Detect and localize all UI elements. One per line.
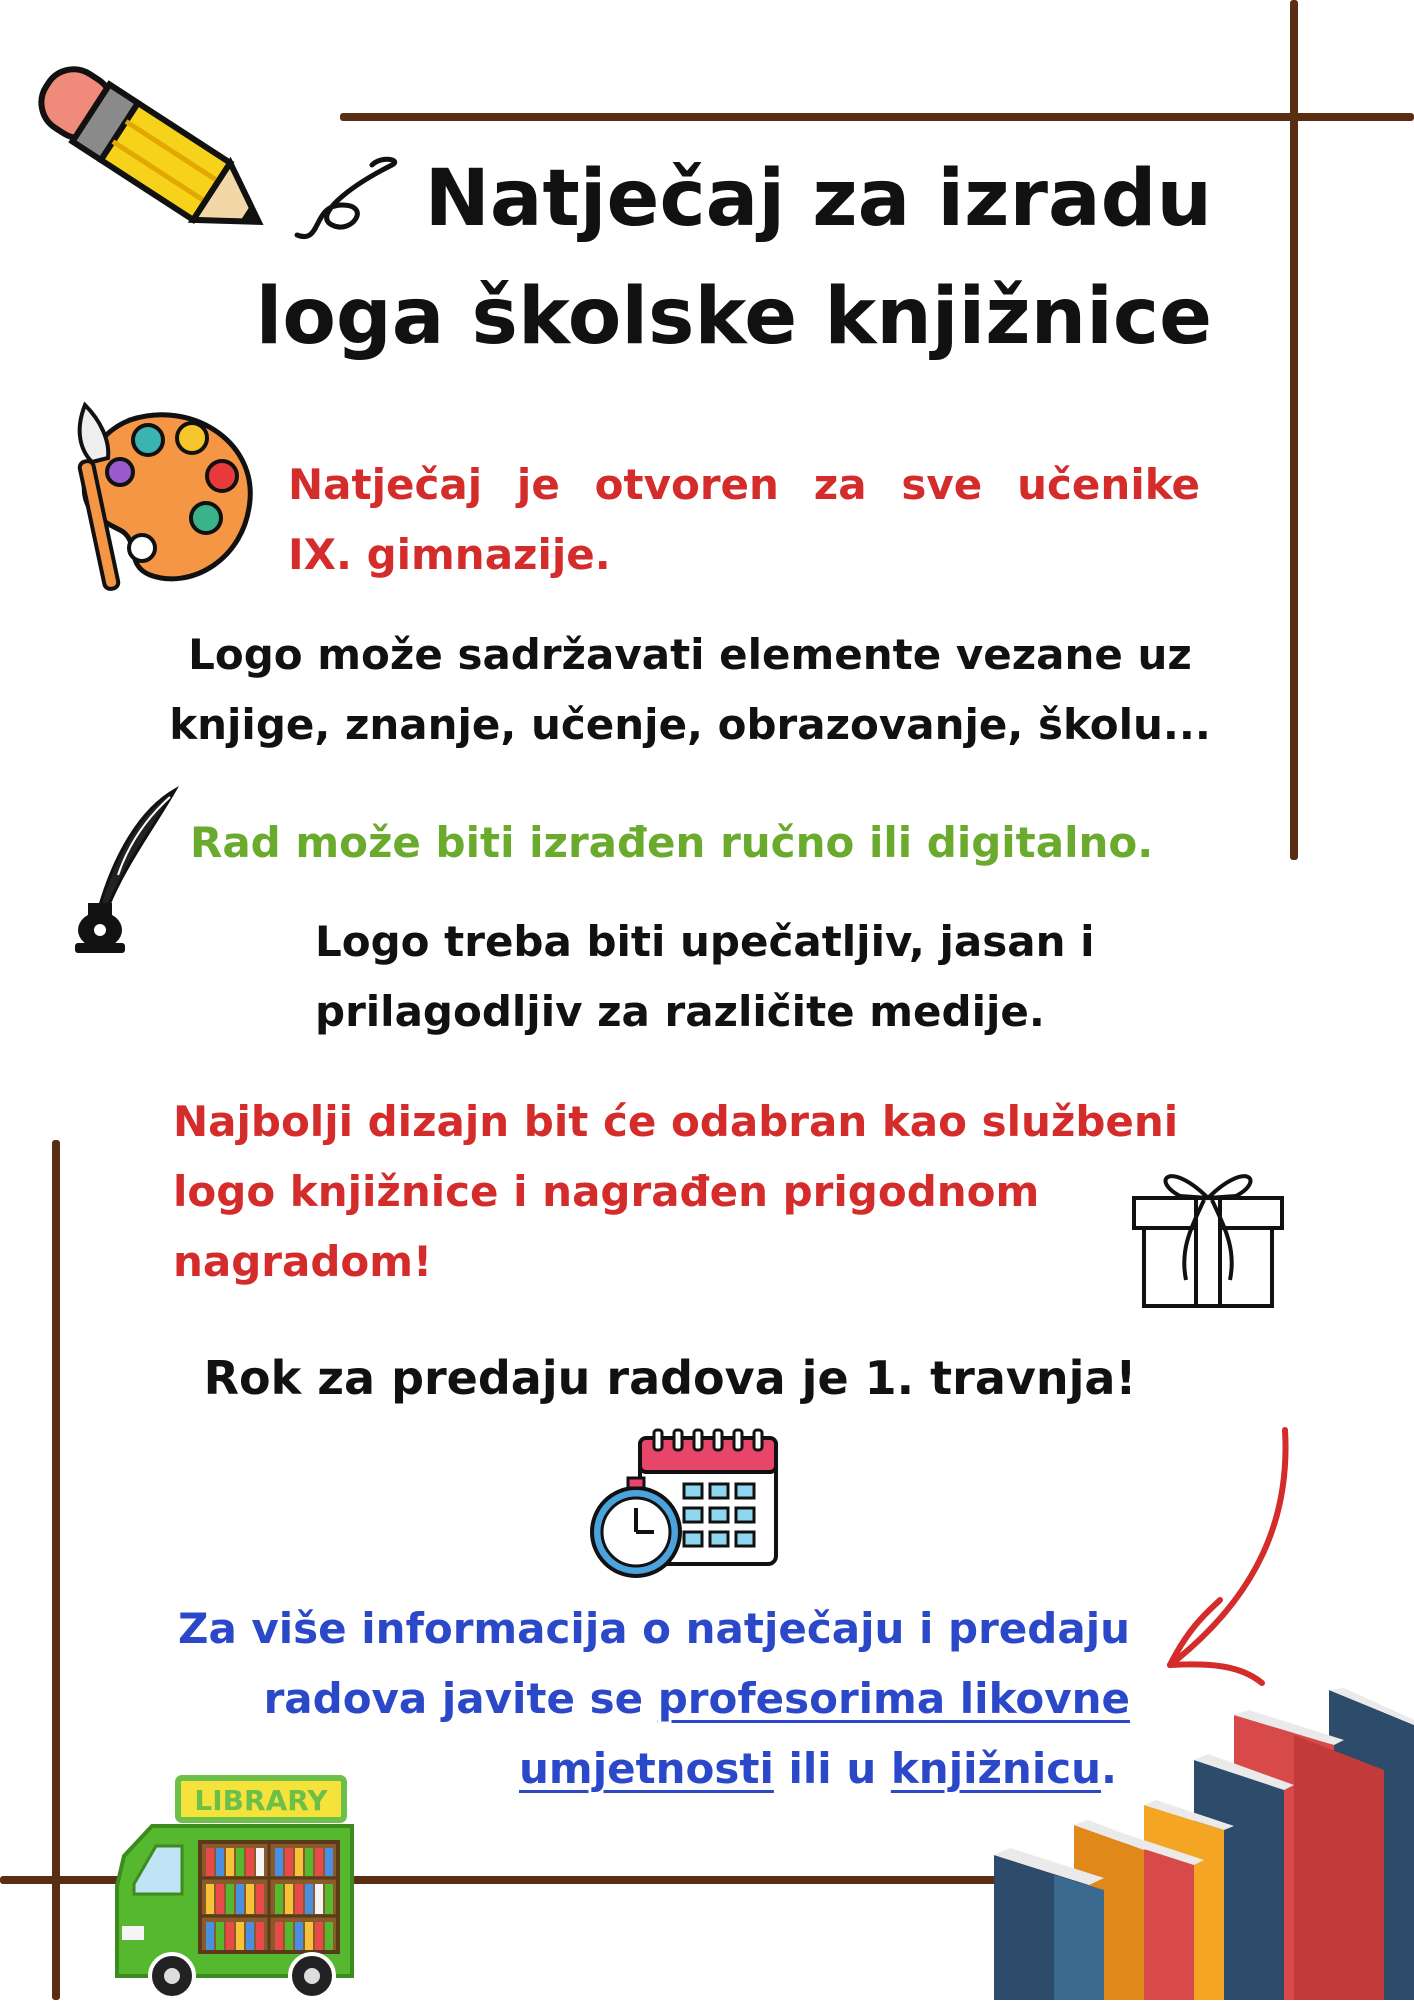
library-sign: LIBRARY xyxy=(194,1784,328,1817)
red-arrow-icon xyxy=(1150,1425,1300,1695)
deadline-text: Rok za predaju radova je 1. travnja! xyxy=(203,1351,1137,1405)
frame-line-top xyxy=(340,113,1414,121)
title-line-2: loga školske knjižnice xyxy=(255,272,1212,362)
elements-line-1: Logo može sadržavati elemente vezane uz xyxy=(188,630,1192,679)
prize-text xyxy=(173,1087,1178,1297)
technique-text: Rad može biti izrađen ručno ili digitalno. xyxy=(190,818,1154,867)
prize-line-3: nagradom! xyxy=(173,1237,433,1286)
contact-line-2 xyxy=(0,1664,1130,1734)
intro-line-2: IX. gimnazije. xyxy=(288,530,611,579)
library-link[interactable]: knjižnicu xyxy=(890,1744,1102,1793)
requirements-text xyxy=(315,907,1095,1047)
requirements-line-2: prilagodljiv za različite medije. xyxy=(315,987,1045,1036)
gift-icon xyxy=(1130,1160,1286,1310)
elements-line-2: knjige, znanje, učenje, obrazovanje, školu... xyxy=(169,700,1211,749)
calendar-stopwatch-icon xyxy=(590,1428,790,1583)
page-title xyxy=(256,140,1212,376)
contact-text xyxy=(0,1594,1130,1804)
requirements-line-1: Logo treba biti upečatljiv, jasan i xyxy=(315,917,1095,966)
contact-end: . xyxy=(1101,1744,1117,1793)
palette-icon xyxy=(70,400,260,600)
teachers-link-continued[interactable]: umjetnosti xyxy=(519,1744,774,1793)
prize-line-1: Najbolji dizajn bit će odabran kao službeni xyxy=(173,1097,1179,1146)
contact-middle: ili u xyxy=(773,1744,891,1793)
intro-line-1: Natječaj je otvoren za sve učenike xyxy=(288,460,1200,509)
frame-line-left xyxy=(52,1140,60,2000)
contact-line-1: Za više informacija o natječaju i predaju xyxy=(177,1604,1130,1653)
title-line-1: Natječaj za izradu xyxy=(424,154,1212,244)
elements-text xyxy=(0,620,1380,760)
intro-text xyxy=(288,450,1200,590)
contact-line-2-prefix: radova javite se xyxy=(263,1674,658,1723)
prize-line-2: logo knjižnice i nagrađen prigodnom xyxy=(173,1167,1040,1216)
books-icon xyxy=(994,1690,1414,2000)
library-bus-icon xyxy=(112,1776,362,2000)
quill-icon xyxy=(70,785,185,960)
teachers-link[interactable]: profesorima likovne xyxy=(657,1674,1130,1723)
pencil-icon xyxy=(18,50,288,250)
